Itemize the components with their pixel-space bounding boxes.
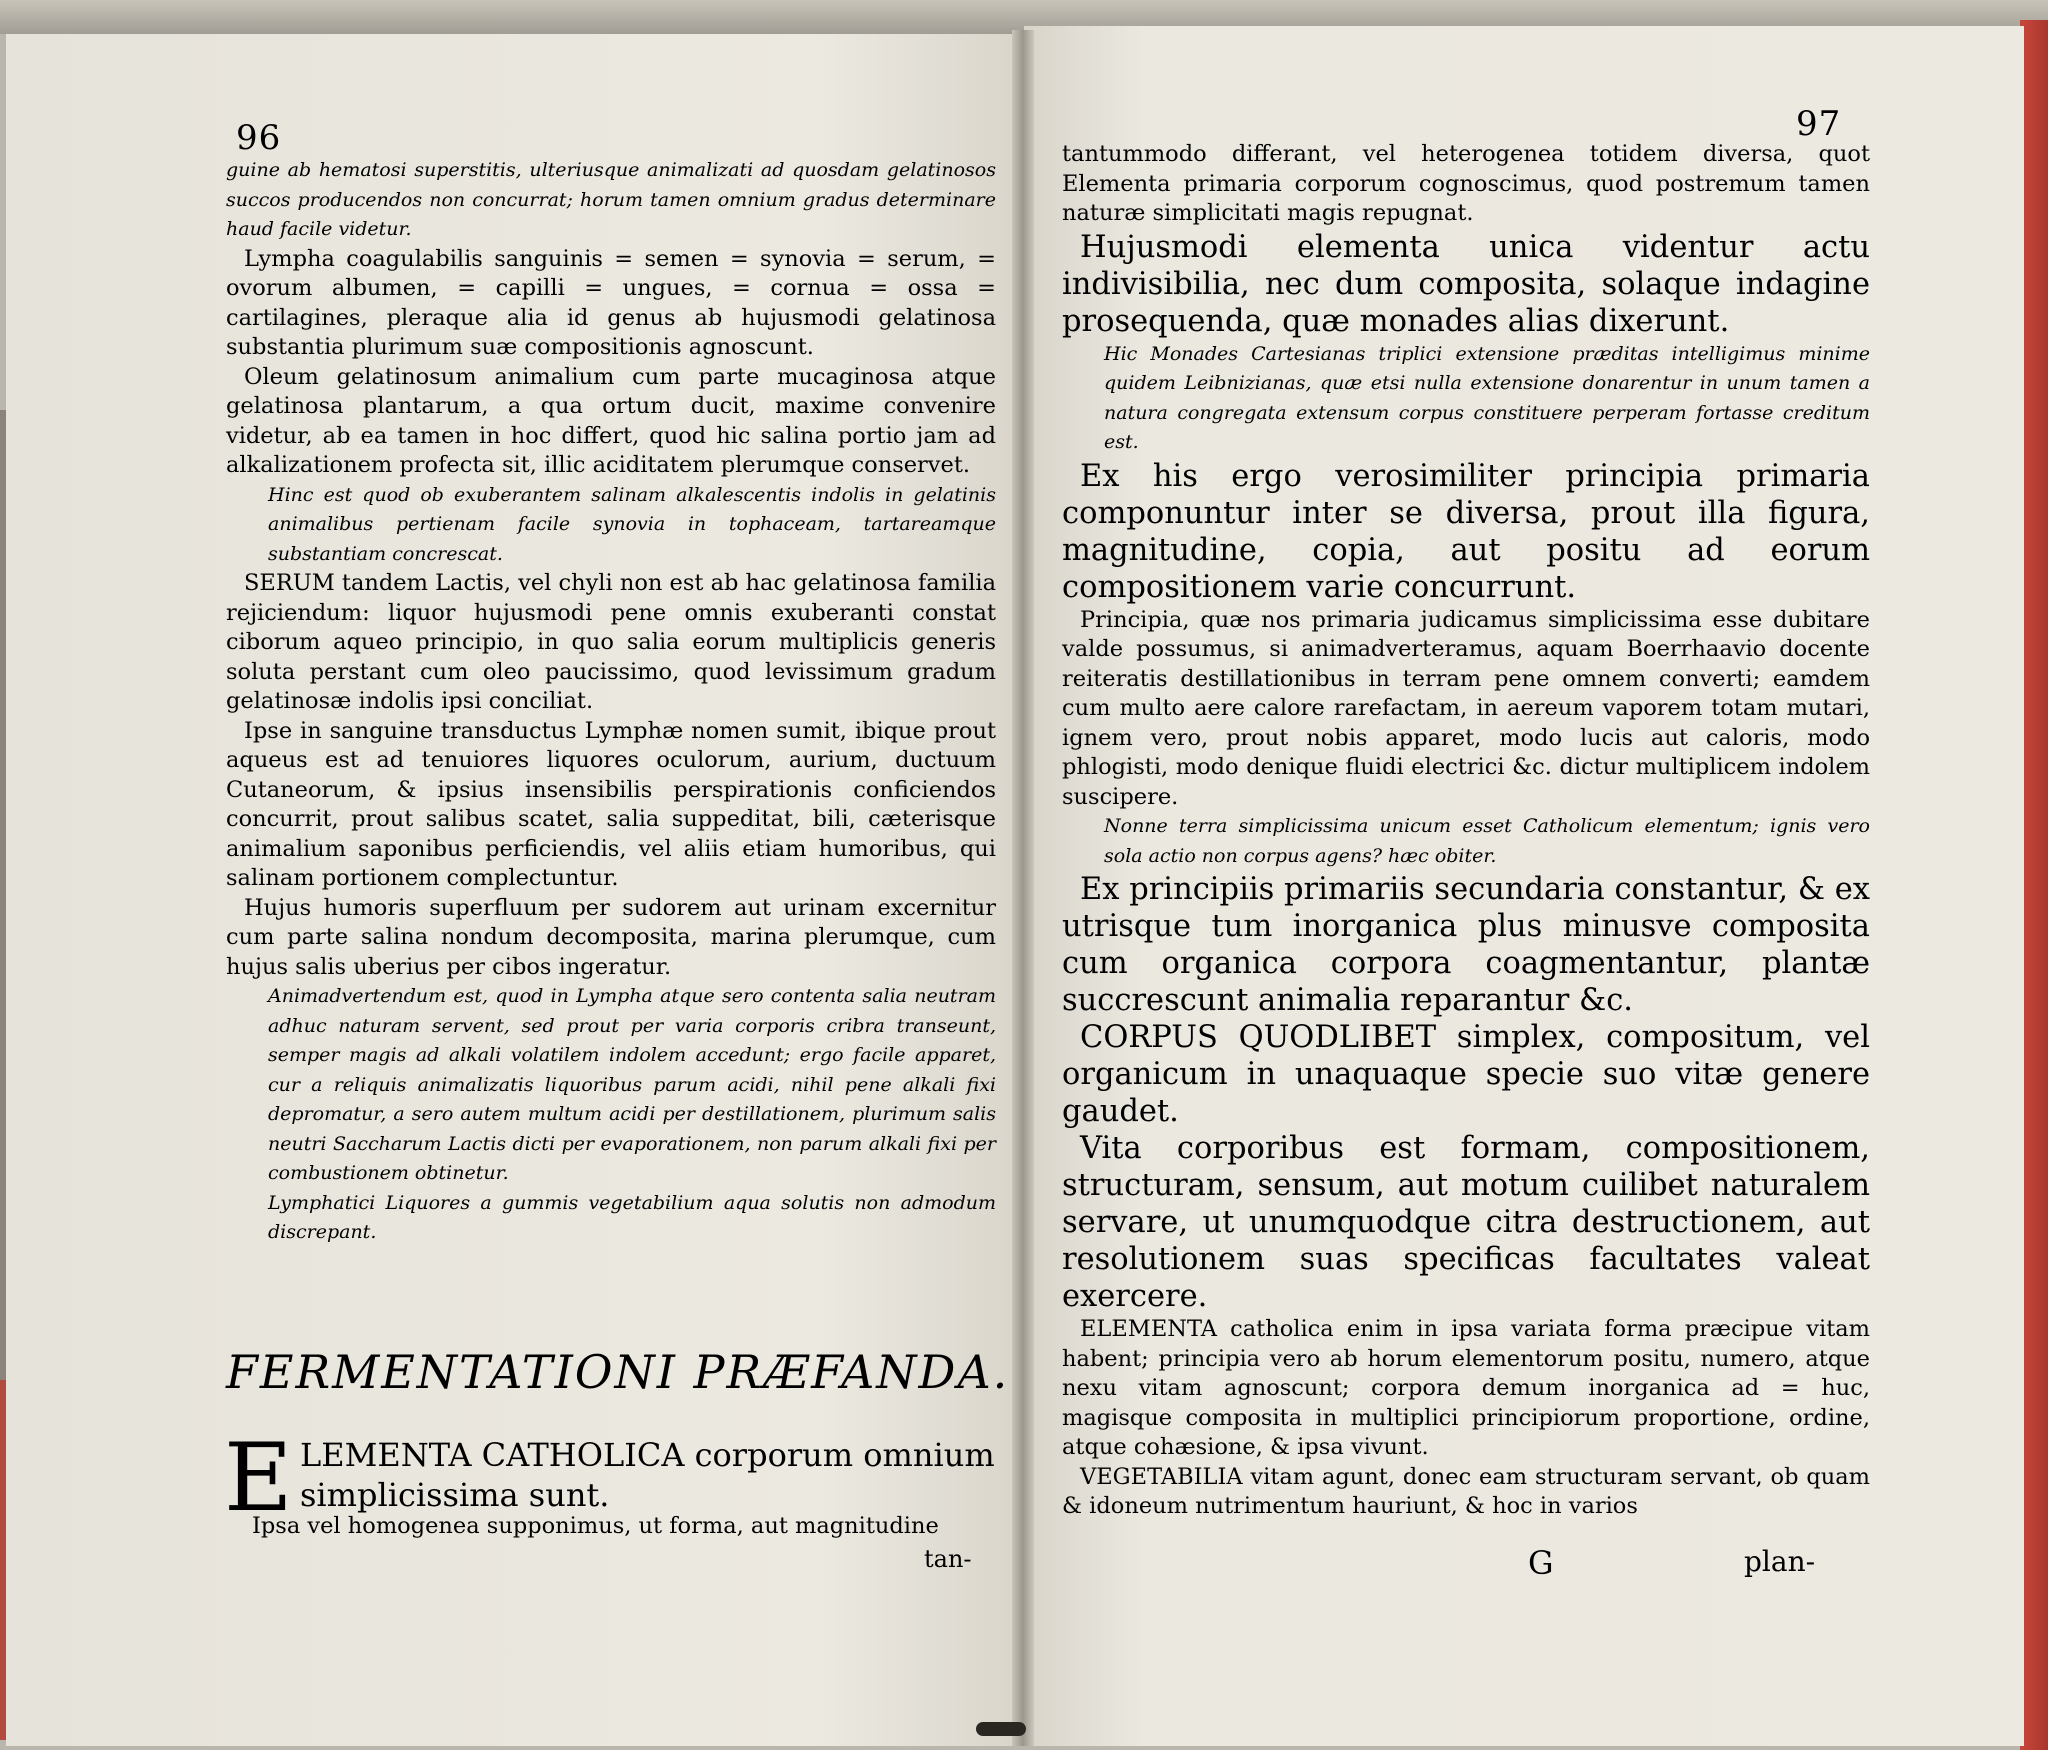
right-paragraph: VEGETABILIA vitam agunt, donec eam structuram servant, ob quam & idoneum nutrimentum hauriunt, & hoc in varios	[1062, 1463, 1870, 1519]
left-page-number: 96	[236, 118, 282, 158]
right-page-number: 97	[1796, 104, 1842, 144]
left-paragraph: Hujus humoris superfluum per sudorem aut urinam excernitur cum parte salina nondum decomposita, marina plerumque, cum hujus salis uberius per cibos ingeratur.	[226, 894, 996, 980]
right-paragraph: Ex his ergo verosimiliter principia primaria componuntur inter se diversa, prout illa figura, magnitudine, copia, aut positu ad eorum compositionem varie concurrunt.	[1062, 458, 1870, 605]
book-gutter	[1012, 30, 1034, 1746]
drop-cap: E	[224, 1424, 293, 1533]
left-paragraph: Oleum gelatinosum animalium cum parte mucaginosa atque gelatinosa plantarum, a qua ortum ducit, maxime convenire videtur, ab ea tamen in hoc differt, quod hic salina portio jam ad alkalizationem profecta sit, illic aciditatem plerumque conservet.	[226, 363, 996, 478]
left-note: Lymphatici Liquores a gummis vegetabilium aqua solutis non admodum discrepant.	[268, 1191, 996, 1243]
left-body-text	[226, 156, 996, 1248]
left-catchword: tan-	[924, 1545, 972, 1573]
right-body-text	[1062, 140, 1870, 1522]
left-paragraph: SERUM tandem Lactis, vel chyli non est ab hac gelatinosa familia rejiciendum: liquor hujusmodi pene omnis exuberanti constat ciborum aqueo principio, in quo salia eorum multiplicis generis soluta perstant cum oleo paucissimo, quod levissimum gradum gelatinosæ indolis ipsi conciliat.	[226, 570, 997, 714]
right-paragraph: Hujusmodi elementa unica videntur actu indivisibilia, nec dum composita, solaque indagine prosequenda, quæ monades alias dixerunt.	[1062, 229, 1870, 339]
binding-thread	[976, 1722, 1026, 1736]
right-catchword: plan-	[1744, 1545, 1816, 1578]
right-paragraph: Principia, quæ nos primaria judicamus simplicissima esse dubitare valde possumus, si animadverteramus, aquam Boerrhaavio docente reiteratis destillationibus in terram pene omnem converti; eamdem cum multo aere calore rarefactam, in aereum vaporem totam mutari, ignem vero, prout nobis apparet, modo lucis aut caloris, modo phlogisti, modo denique fluidi electrici &c. dictur multiplicem indolem suscipere.	[1062, 606, 1870, 810]
right-paragraph: Ex principiis primariis secundaria constantur, & ex utrisque tum inorganica plus minusve composita cum organica corpora coagmentantur, plantæ succrescunt animalia reparantur &c.	[1062, 872, 1870, 1018]
right-cover-edge	[2020, 20, 2048, 1750]
lead-line-2: simplicissima sunt.	[300, 1476, 610, 1514]
left-paragraph: Ipse in sanguine transductus Lymphæ nomen sumit, ibique prout aqueus est ad tenuiores liquores oculorum, aurium, ductuum Cutaneorum, & ipsius insensibilis perspirationis conficiendos concurrit, prout salibus scatet, salia suppeditat, bili, cæterisque animalium saponibus perficiendis, vel aliis etiam humoribus, qui salinam portionem complectuntur.	[226, 717, 996, 891]
right-paragraph: Vita corporibus est formam, compositionem, structuram, sensum, aut motum cuilibet naturalem servare, ut unumquodque citra destructionem, aut resolutionem suas specificas facultates valeat exercere.	[1062, 1131, 1870, 1314]
lead-paragraph: Ipsa vel homogenea supponimus, ut forma, aut magnitudine	[252, 1513, 939, 1539]
left-paragraph: Lympha coagulabilis sanguinis = semen = synovia = serum, = ovorum albumen, = capilli = ungues, = cornua = ossa = cartilagines, pleraque alia id genus ab hujusmodi gelatinosa substantia plurimum suæ compositionis agnoscunt.	[226, 245, 996, 360]
left-note: Hinc est quod ob exuberantem salinam alkalescentis indolis in gelatinis animalibus pertienam facile synovia in tophaceam, tartareamque substantiam concrescat.	[268, 483, 996, 565]
right-note: Hic Monades Cartesianas triplici extensione præditas intelligimus minime quidem Leibnizianas, quæ etsi nulla extensione donarentur in unum tamen a natura congregata extensum corpus constituere perperam fortasse creditum est.	[1104, 342, 1870, 453]
right-paragraph: tantummodo differant, vel heterogenea totidem diversa, quot Elementa primaria corporum cognoscimus, quod postremum tamen naturæ simplicitati magis repugnat.	[1062, 141, 1870, 226]
right-paragraph: ELEMENTA catholica enim in ipsa variata forma præcipue vitam habent; principia vero ab horum elementorum positu, numero, atque nexu vitam agnoscunt; corpora demum inorganica ad = huc, magisque composita in multiplici principiorum proportione, ordine, atque cohæsione, & ipsa vivunt.	[1062, 1316, 1870, 1460]
section-heading: FERMENTATIONI PRÆFANDA.	[226, 1345, 1010, 1399]
left-paragraph: guine ab hematosi superstitis, ulteriusque animalizati ad quosdam gelatinosos succos producendos non concurrat; horum tamen omnium gradus determinare haud facile videtur.	[226, 159, 996, 240]
right-note: Nonne terra simplicissima unicum esset Catholicum elementum; ignis vero sola actio non corpus agens? hæc obiter.	[1104, 815, 1870, 867]
left-note: Animadvertendum est, quod in Lympha atque sero contenta salia neutram adhuc naturam servent, sed prout per varia corporis cribra transeunt, semper magis ad alkali volatilem indolem accedunt; ergo facile apparet, cur a reliquis animalizatis liquoribus parum acidi, nihil pene alkali fixi depromatur, a sero autem multum acidi per destillationem, plurimum salis neutri Saccharum Lactis dicti per evaporationem, non parum alkali fixi per combustionem obtinetur.	[268, 985, 996, 1184]
right-paragraph: CORPUS QUODLIBET simplex, compositum, vel organicum in unaquaque specie suo vitæ genere gaudet.	[1062, 1020, 1870, 1129]
lead-line-1: LEMENTA CATHOLICA corporum omnium	[300, 1436, 995, 1474]
signature-mark: G	[1528, 1544, 1554, 1582]
